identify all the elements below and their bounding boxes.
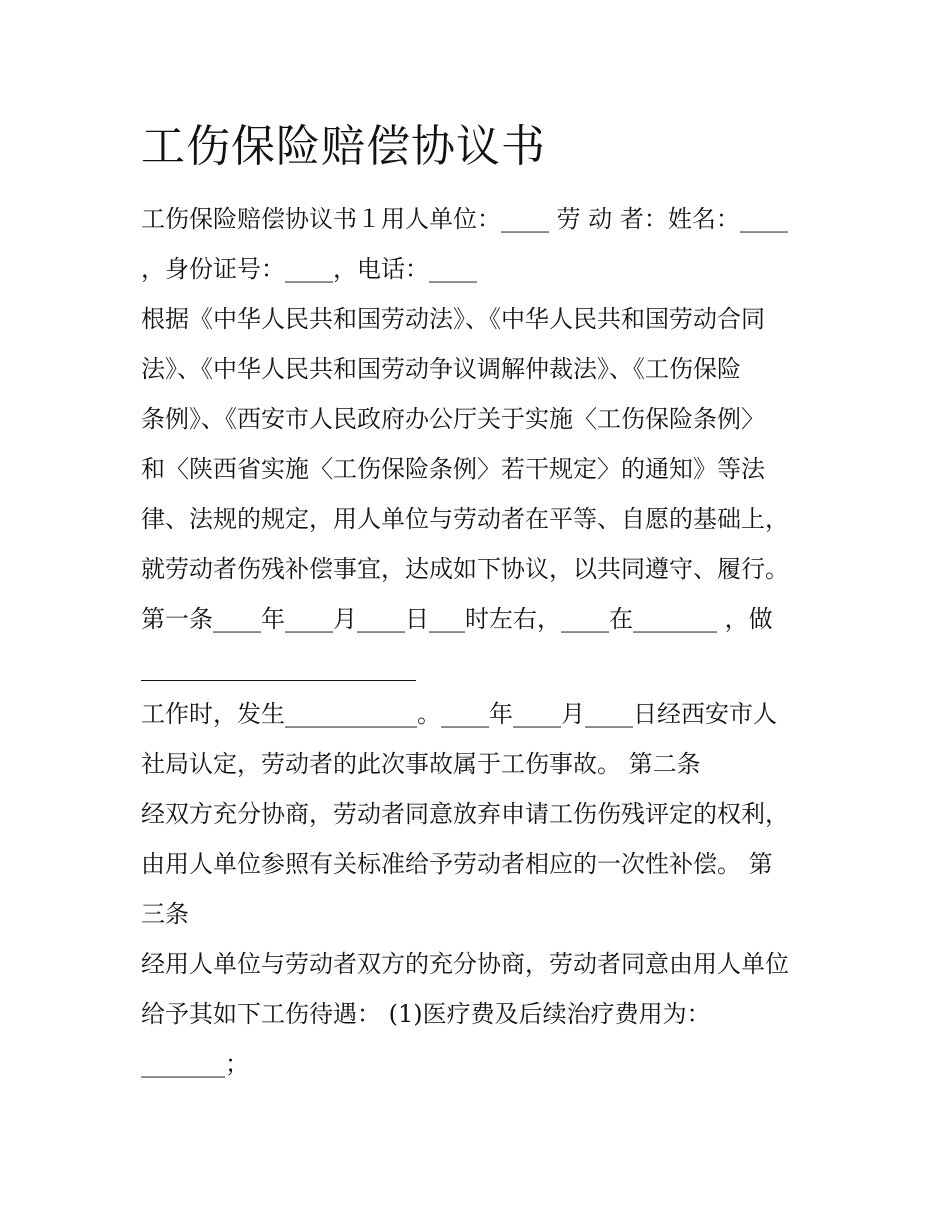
- paragraph-line: 给予其如下工伤待遇： (1)医疗费及后续治疗费用为：: [141, 1000, 711, 1028]
- paragraph-line: 法》、《中华人民共和国劳动争议调解仲裁法》、《工伤保险: [141, 355, 741, 383]
- paragraph-line: 就劳动者伤残补偿事宜，达成如下协议，以共同遵守、履行。: [141, 555, 789, 583]
- document-content: [141, 118, 831, 1089]
- paragraph-line: 条例》、《西安市人民政府办公厅关于实施〈工伤保险条例〉: [141, 405, 765, 433]
- paragraph-line: _______；: [141, 1050, 249, 1078]
- paragraph-line: 社局认定，劳动者的此次事故属于工伤事故。 第二条: [141, 750, 701, 778]
- paragraph-line: 律、法规的规定，用人单位与劳动者在平等、自愿的基础上，: [141, 505, 789, 533]
- paragraph-line: 第一条____年____月____日___时左右，____在_______ ，做: [141, 605, 773, 633]
- blank-underline: [141, 644, 416, 681]
- paragraph-line: ，身份证号：____，电话：____: [141, 255, 477, 283]
- paragraph-line: 工伤保险赔偿协议书１用人单位：____ 劳 动 者：姓名：____: [141, 205, 788, 233]
- paragraph-line: 工作时，发生___________。____年____月____日经西安市人: [141, 700, 777, 728]
- paragraph-line: 根据《中华人民共和国劳动法》、《中华人民共和国劳动合同: [141, 305, 765, 333]
- document-title: 工伤保险赔偿协议书: [141, 121, 546, 172]
- paragraph-line: 经用人单位与劳动者双方的充分协商，劳动者同意由用人单位: [141, 950, 789, 978]
- paragraph-line: 经双方充分协商，劳动者同意放弃申请工伤伤残评定的权利，: [141, 800, 789, 828]
- paragraph-line: 和〈陕西省实施〈工伤保险条例〉若干规定〉的通知》等法: [141, 455, 765, 483]
- paragraph-line: 由用人单位参照有关标准给予劳动者相应的一次性补偿。 第: [141, 850, 773, 878]
- paragraph-line: 三条: [141, 900, 189, 928]
